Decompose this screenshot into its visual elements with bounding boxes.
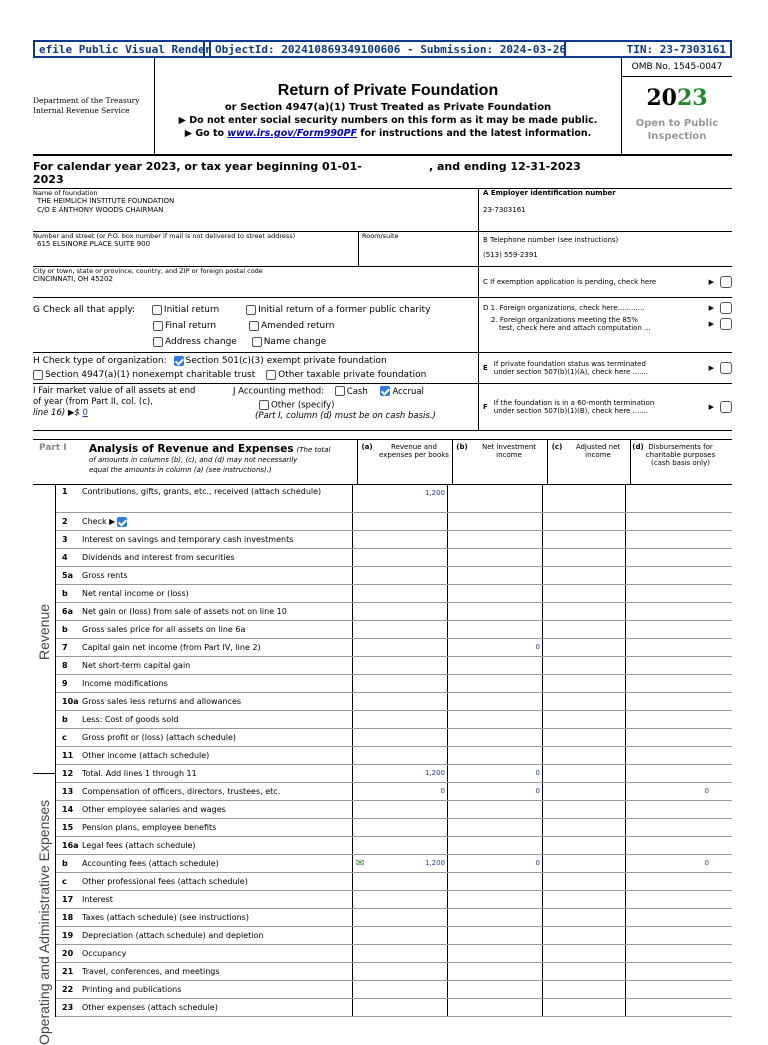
4947-checkbox[interactable] — [33, 370, 43, 380]
table-row — [56, 513, 732, 531]
col-d-cell — [625, 585, 711, 602]
part1-title: Analysis of Revenue and Expenses — [89, 443, 294, 455]
line-description: Dividends and interest from securities — [82, 553, 235, 562]
tax-year-ending: , and ending 12-31-2023 — [429, 160, 581, 173]
i-row: I Fair market value of all assets at end of year (from Part II, col. (c), line 16) ▶$ 0 J Accounting method: Cash Accrual Other (specify) (Part I, column (d) must be on cash basis.) F If the foundation is in a 60-month termination under section 507(b)(1)(B), check here ....... ▶ — [33, 384, 732, 431]
col-b-cell — [447, 693, 542, 710]
col-c-cell — [542, 729, 625, 746]
form-title: Return of Private Foundation — [277, 82, 499, 99]
col-d-cell: 0 — [625, 783, 711, 800]
col-d-cell — [625, 963, 711, 980]
col-a-cell — [352, 585, 447, 602]
col-c-cell — [542, 549, 625, 566]
table-row — [56, 783, 732, 801]
col-b-cell: 0 — [447, 639, 542, 656]
col-c-cell — [542, 855, 625, 872]
line-number: 21 — [62, 967, 74, 976]
line-number: b — [62, 859, 68, 868]
col-a-cell — [352, 963, 447, 980]
expenses-side-label: Operating and Administrative Expenses — [36, 799, 52, 1045]
col-d-cell — [625, 513, 711, 530]
h-label: H Check type of organization: — [33, 356, 167, 366]
col-c-header: (c) Adjusted net income — [547, 440, 630, 484]
col-b-cell: 0 — [447, 783, 542, 800]
city-value: CINCINNATI, OH 45202 — [33, 275, 113, 284]
line-number: 14 — [62, 805, 74, 814]
line-description: Depreciation (attach schedule) and depletion — [82, 931, 264, 940]
line-number: 15 — [62, 823, 74, 832]
revenue-side-label: Revenue — [36, 603, 52, 660]
col-a-cell — [352, 711, 447, 728]
col-d-cell — [625, 909, 711, 926]
line-number: c — [62, 877, 67, 886]
col-b-cell — [447, 531, 542, 548]
col-c-cell — [542, 485, 625, 512]
col-b-cell — [447, 801, 542, 818]
irs-link[interactable]: www.irs.gov/Form990PF — [227, 128, 358, 139]
line-number: 10a — [62, 697, 79, 706]
table-row — [56, 909, 732, 927]
calendar-year-line — [33, 156, 732, 189]
col-d-cell — [625, 657, 711, 674]
col-b-cell — [447, 711, 542, 728]
name-change-checkbox[interactable] — [252, 337, 262, 347]
col-b-cell: 0 — [447, 765, 542, 782]
col-b-cell — [447, 981, 542, 998]
col-c-cell — [542, 675, 625, 692]
efile-label: efile Public Visual Render — [35, 42, 205, 56]
table-row — [56, 675, 732, 693]
col-a-cell — [352, 945, 447, 962]
e-checkbox[interactable] — [720, 362, 732, 374]
side-labels — [33, 485, 56, 1045]
e-label-1: If private foundation status was terminated — [493, 360, 646, 368]
form-header — [33, 58, 732, 156]
col-c-cell — [542, 711, 625, 728]
col-a-cell — [352, 657, 447, 674]
form-990pf — [33, 40, 732, 1045]
omb-number: OMB No. 1545-0047 — [622, 58, 732, 77]
tax-year-beginning: For calendar year 2023, or tax year beginning 01-01-2023 — [33, 160, 362, 186]
col-d-cell — [625, 873, 711, 890]
tin-label: TIN: 23-7303161 — [626, 42, 726, 56]
col-d-cell — [625, 765, 711, 782]
col-a-cell — [352, 513, 447, 530]
col-d-cell — [625, 819, 711, 836]
initial-return-checkbox[interactable] — [152, 305, 162, 315]
table-row — [56, 693, 732, 711]
line-description: Accounting fees (attach schedule) — [82, 859, 219, 868]
line-number: b — [62, 589, 68, 598]
g-row: G Check all that apply: Initial return Initial return of a former public charity Final return Amended return Address change Name change D 1. Foreign organizations, check here............ ▶ 2. Foreign organizations meeting the 85% test, check here and attach computation ... ▶ — [33, 298, 732, 353]
col-d-cell — [625, 639, 711, 656]
e-label-2: under section 507(b)(1)(A), check here ....... — [493, 368, 649, 376]
d1-checkbox[interactable] — [720, 302, 732, 314]
line-description: Income modifications — [82, 679, 168, 688]
line-description: Gross sales price for all assets on line 6a — [82, 625, 246, 634]
col-c-cell — [542, 585, 625, 602]
street-value: 615 ELSINORE PLACE SUITE 900 — [37, 240, 151, 249]
col-a-cell — [352, 729, 447, 746]
line-number: 1 — [62, 487, 68, 496]
line-description: Printing and publications — [82, 985, 182, 994]
line-number: 16a — [62, 841, 79, 850]
col-d-cell — [625, 747, 711, 764]
col-a-cell — [352, 891, 447, 908]
line-description: Taxes (attach schedule) (see instructions) — [82, 913, 249, 922]
table-row — [56, 819, 732, 837]
table-row — [56, 657, 732, 675]
col-c-cell — [542, 801, 625, 818]
dept-line-2: Internal Revenue Service — [33, 106, 130, 116]
line-description: Compensation of officers, directors, trustees, etc. — [82, 787, 281, 796]
col-d-cell — [625, 675, 711, 692]
line-number: 12 — [62, 769, 74, 778]
table-row — [56, 855, 732, 873]
org-city-row: City or town, state or province, country, and ZIP or foreign postal code CINCINNATI, OH 45202 C If exemption application is pending, check here ▶ — [33, 267, 732, 298]
d2-label-a: 2. Foreign organizations meeting the 85% — [491, 316, 638, 324]
instruction-2: ▶ Go to www.irs.gov/Form990PF for instructions and the latest information. — [184, 128, 592, 139]
501c3-checkbox[interactable] — [174, 356, 184, 366]
col-c-cell — [542, 657, 625, 674]
col-a-cell — [352, 909, 447, 926]
col-c-cell — [542, 621, 625, 638]
table-row — [56, 873, 732, 891]
table-row — [56, 621, 732, 639]
table-row — [56, 603, 732, 621]
line-description: Other employee salaries and wages — [82, 805, 226, 814]
room-label: Room/suite — [362, 232, 399, 240]
city-label: City or town, state or province, country, and ZIP or foreign postal code — [33, 267, 263, 275]
line-number: c — [62, 733, 67, 742]
line-number: 4 — [62, 553, 68, 562]
col-a-cell — [352, 819, 447, 836]
phone-value: (513) 559-2391 — [483, 250, 538, 259]
col-d-cell — [625, 945, 711, 962]
ein-label: A Employer identification number — [483, 189, 616, 197]
col-d-cell — [625, 485, 711, 512]
other-method-checkbox[interactable] — [259, 400, 269, 410]
col-b-cell — [447, 909, 542, 926]
col-b-cell — [447, 621, 542, 638]
col-a-cell — [352, 603, 447, 620]
col-a-cell — [352, 675, 447, 692]
line-description: Net gain or (loss) from sale of assets not on line 10 — [82, 607, 287, 616]
col-a-cell — [352, 981, 447, 998]
col-a-cell: 1,200 — [352, 485, 447, 512]
col-d-cell — [625, 711, 711, 728]
col-b-cell — [447, 729, 542, 746]
table-row — [56, 747, 732, 765]
c-label: C If exemption application is pending, check here — [483, 277, 657, 286]
i-label-2: of year (from Part II, col. (c), — [33, 397, 153, 407]
cash-basis-note: (Part I, column (d) must be on cash basis.) — [255, 411, 436, 421]
col-c-cell — [542, 603, 625, 620]
col-d-cell: 0 — [625, 855, 711, 872]
d1-label: D 1. Foreign organizations, check here............ — [483, 304, 645, 312]
part1-rows — [56, 485, 732, 1017]
col-b-cell — [447, 891, 542, 908]
table-row — [56, 531, 732, 549]
table-row — [56, 837, 732, 855]
col-d-cell — [625, 531, 711, 548]
col-c-cell — [542, 747, 625, 764]
line-description: Gross profit or (loss) (attach schedule) — [82, 733, 237, 742]
col-a-cell — [352, 531, 447, 548]
line-description: Occupancy — [82, 949, 127, 958]
line-description: Total. Add lines 1 through 11 — [82, 769, 197, 778]
fmv-value: 0 — [82, 408, 88, 418]
j-label: J Accounting method: — [233, 386, 325, 397]
line-description: Check ▶ — [82, 513, 352, 530]
line-description: Other income (attach schedule) — [82, 751, 210, 760]
table-row — [56, 485, 732, 513]
line-description: Net short-term capital gain — [82, 661, 191, 670]
col-a-cell — [352, 747, 447, 764]
foundation-name: THE HEIMLICH INSTITUTE FOUNDATION — [37, 197, 175, 206]
line-number: 19 — [62, 931, 74, 940]
i-label-3: line 16) ▶$ — [33, 408, 80, 418]
col-c-cell — [542, 693, 625, 710]
col-d-cell — [625, 729, 711, 746]
line-number: 5a — [62, 571, 73, 580]
line-number: 9 — [62, 679, 68, 688]
line-number: 7 — [62, 643, 68, 652]
col-a-cell — [352, 999, 447, 1016]
col-c-cell — [542, 783, 625, 800]
col-c-cell — [542, 981, 625, 998]
col-a-cell — [352, 693, 447, 710]
table-row — [56, 801, 732, 819]
line-number: 20 — [62, 949, 74, 958]
org-name-row — [33, 189, 732, 232]
line-number: 22 — [62, 985, 74, 994]
line-number: 23 — [62, 1003, 74, 1012]
col-b-cell — [447, 513, 542, 530]
line-number: b — [62, 625, 68, 634]
col-b-cell — [447, 585, 542, 602]
col-d-cell — [625, 549, 711, 566]
col-d-cell — [625, 621, 711, 638]
col-c-cell — [542, 909, 625, 926]
col-c-cell — [542, 945, 625, 962]
col-d-header: (d) Disbursements for charitable purposes (cash basis only) — [630, 440, 716, 484]
col-c-cell — [542, 837, 625, 854]
col-c-cell — [542, 513, 625, 530]
col-b-cell — [447, 747, 542, 764]
line-description: Capital gain net income (from Part IV, line 2) — [82, 643, 261, 652]
col-d-cell — [625, 927, 711, 944]
col-c-cell — [542, 567, 625, 584]
street-label: Number and street (or P.O. box number if mail is not delivered to street address) — [33, 232, 296, 240]
line-description: Gross sales less returns and allowances — [82, 697, 242, 706]
col-b-cell — [447, 945, 542, 962]
part1-label: Part I — [39, 443, 67, 453]
line-number: 8 — [62, 661, 68, 670]
table-row — [56, 729, 732, 747]
col-b-cell — [447, 999, 542, 1016]
col-a-cell: 0 — [352, 783, 447, 800]
col-a-cell — [352, 639, 447, 656]
name-label: Name of foundation — [33, 189, 98, 197]
col-a-cell — [352, 549, 447, 566]
tax-year: 2023 — [646, 85, 708, 111]
col-b-cell — [447, 963, 542, 980]
col-d-cell — [625, 567, 711, 584]
part1-header: Part I Analysis of Revenue and Expenses (The total of amounts in columns (b), (c), and (d) may not necessarily equal the amounts in column (a) (see instructions).) (a) Revenue and expenses per books (b) Net investment income (c) Adjusted net income (d) Disbursements for charitable purposes (cash basis only) — [33, 439, 732, 485]
line-number: 2 — [62, 517, 68, 526]
d2-checkbox[interactable] — [720, 318, 732, 330]
d2-label-b: test, check here and attach computation ... — [499, 324, 651, 332]
line-description: Gross rents — [82, 571, 128, 580]
line-number: b — [62, 715, 68, 724]
table-row — [56, 963, 732, 981]
g-label: G Check all that apply: — [33, 305, 136, 315]
col-d-cell — [625, 981, 711, 998]
col-b-header: (b) Net investment income — [452, 440, 547, 484]
line-number: 3 — [62, 535, 68, 544]
cash-checkbox[interactable] — [335, 386, 345, 396]
col-c-cell — [542, 531, 625, 548]
f-label-2: under section 507(b)(1)(B), check here ....... — [493, 407, 649, 415]
col-c-cell — [542, 819, 625, 836]
other-taxable-checkbox[interactable] — [266, 370, 276, 380]
line-description: Legal fees (attach schedule) — [82, 841, 196, 850]
table-row — [56, 585, 732, 603]
col-b-cell — [447, 603, 542, 620]
attachment-icon[interactable]: ✉ — [356, 858, 365, 869]
col-a-cell — [352, 837, 447, 854]
form-subtitle: or Section 4947(a)(1) Trust Treated as Private Foundation — [224, 102, 552, 113]
col-b-cell — [447, 657, 542, 674]
table-row — [56, 765, 732, 783]
phone-label: B Telephone number (see instructions) — [483, 236, 619, 244]
table-row — [56, 999, 732, 1017]
accrual-checkbox[interactable] — [380, 386, 390, 396]
col-c-cell — [542, 765, 625, 782]
col-d-cell — [625, 603, 711, 620]
line-number: 13 — [62, 787, 74, 796]
col-c-cell — [542, 927, 625, 944]
col-b-cell — [447, 567, 542, 584]
line-description: Travel, conferences, and meetings — [82, 967, 220, 976]
department — [33, 58, 155, 154]
table-row — [56, 549, 732, 567]
f-label-1: If the foundation is in a 60-month termination — [493, 399, 655, 407]
col-c-cell — [542, 999, 625, 1016]
final-return-checkbox[interactable] — [153, 321, 163, 331]
table-row — [56, 981, 732, 999]
table-row — [56, 945, 732, 963]
line-number: 17 — [62, 895, 74, 904]
col-c-cell — [542, 639, 625, 656]
line-description: Net rental income or (loss) — [82, 589, 189, 598]
line2-checkbox[interactable] — [117, 517, 127, 527]
line-number: 6a — [62, 607, 73, 616]
line-description: Interest — [82, 895, 113, 904]
render-header-bar — [33, 40, 732, 58]
line-description: Interest on savings and temporary cash investments — [82, 535, 294, 544]
line-description: Contributions, gifts, grants, etc., received (attach schedule) — [82, 487, 322, 496]
col-a-cell — [352, 801, 447, 818]
col-d-cell — [625, 693, 711, 710]
part1-table — [33, 485, 732, 1045]
org-street-row — [33, 232, 732, 267]
table-row — [56, 891, 732, 909]
object-id: ObjectId: 202410869349100606 - Submission: 2024-03-26 — [209, 42, 566, 56]
amended-return-checkbox[interactable] — [249, 321, 259, 331]
table-row — [56, 711, 732, 729]
col-d-cell — [625, 801, 711, 818]
col-a-cell — [352, 873, 447, 890]
col-b-cell — [447, 549, 542, 566]
col-d-cell — [625, 891, 711, 908]
line-description: Other professional fees (attach schedule) — [82, 877, 248, 886]
col-a-cell — [352, 927, 447, 944]
foundation-care-of: C/O E ANTHONY WOODS CHAIRMAN — [37, 205, 164, 214]
table-row — [56, 927, 732, 945]
col-a-cell: ✉ 1,200 — [352, 855, 447, 872]
h-row: H Check type of organization: Section 501(c)(3) exempt private foundation Section 4947(a)(1) nonexempt charitable trust Other taxable private foundation E If private foundation status was terminated under section 507(b)(1)(A), check here ....... ▶ — [33, 353, 732, 384]
col-d-cell — [625, 999, 711, 1016]
table-row — [56, 567, 732, 585]
col-a-cell: 1,200 — [352, 765, 447, 782]
col-d-cell — [625, 837, 711, 854]
col-a-cell — [352, 567, 447, 584]
col-a-cell — [352, 621, 447, 638]
line-number: 18 — [62, 913, 74, 922]
form-title-block — [155, 58, 621, 154]
open-to-public: Open to Public Inspection — [635, 118, 719, 142]
col-b-cell — [447, 873, 542, 890]
col-b-cell — [447, 675, 542, 692]
year-block — [621, 58, 732, 154]
instruction-1: ▶ Do not enter social security numbers on this form as it may be made public. — [178, 115, 598, 126]
ein-value: 23-7303161 — [483, 205, 526, 214]
col-c-cell — [542, 963, 625, 980]
dept-line-1: Department of the Treasury — [33, 96, 140, 105]
line-description: Pension plans, employee benefits — [82, 823, 217, 832]
col-c-cell — [542, 873, 625, 890]
address-change-checkbox[interactable] — [153, 337, 163, 347]
line-number: 11 — [62, 751, 74, 760]
col-b-cell: 0 — [447, 855, 542, 872]
table-row — [56, 639, 732, 657]
i-label-1: I Fair market value of all assets at end — [33, 386, 196, 396]
col-b-cell — [447, 927, 542, 944]
col-b-cell — [447, 837, 542, 854]
col-a-header: (a) Revenue and expenses per books — [357, 440, 452, 484]
line-description: Less: Cost of goods sold — [82, 715, 179, 724]
initial-former-checkbox[interactable] — [246, 305, 256, 315]
col-b-cell — [447, 819, 542, 836]
line-description: Other expenses (attach schedule) — [82, 1003, 218, 1012]
c-checkbox[interactable] — [720, 276, 732, 288]
col-c-cell — [542, 891, 625, 908]
f-checkbox[interactable] — [720, 401, 732, 413]
col-b-cell — [447, 485, 542, 512]
